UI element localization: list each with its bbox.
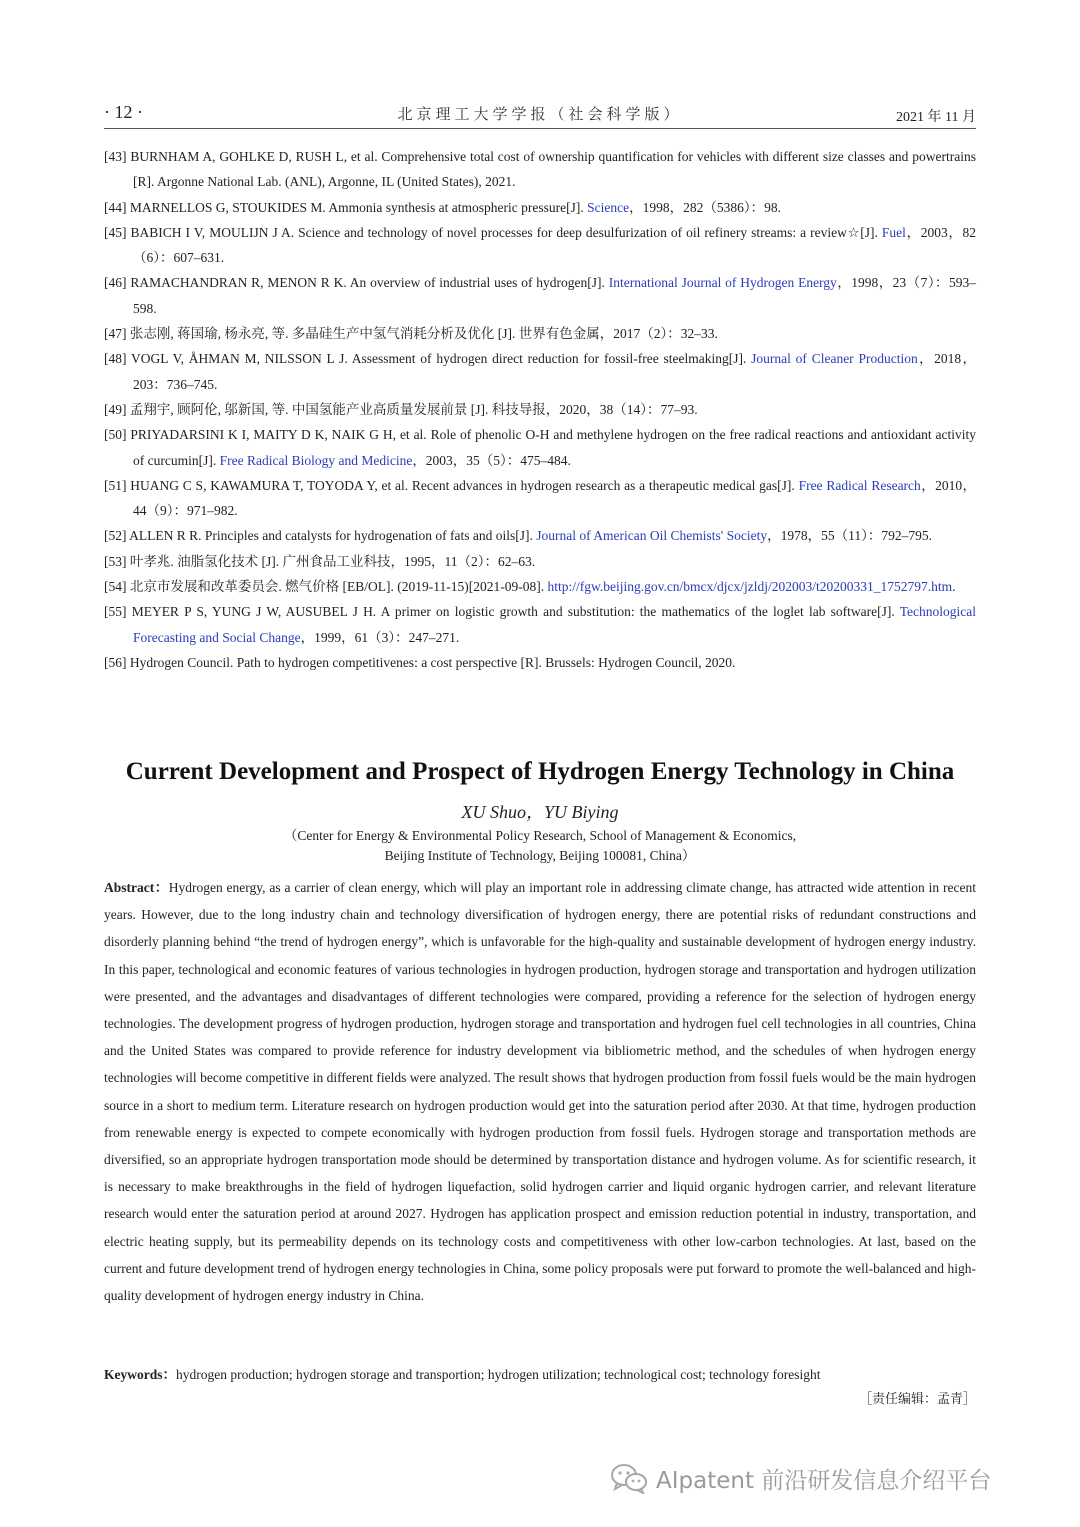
reference-item: [43] BURNHAM A, GOHLKE D, RUSH L, et al. Comprehensive total cost of ownership quantification for vehicles with different size classes and powertrains [R]. Argonne National Lab. (ANL), Argonne, IL (United States), 2021. [104, 149, 976, 190]
journal-link[interactable]: Free Radical Biology and Medicine [219, 452, 413, 468]
reference-item: [53] 叶孝兆. 油脂氢化技术 [J]. 广州食品工业科技，1995，11（2）：62–63. [104, 553, 536, 569]
journal-link[interactable]: Fuel [881, 224, 906, 240]
paper-authors: XU Shuo，YU Biying [461, 802, 619, 822]
page-header [104, 100, 976, 129]
journal-link[interactable]: Journal of American Oil Chemists' Society [536, 528, 768, 544]
journal-link[interactable]: Technological Forecasting and Social Change [133, 604, 976, 645]
keywords-label: Keywords： [104, 1367, 176, 1382]
keywords [104, 1362, 976, 1387]
reference-item: [44] MARNELLOS G, STOUKIDES M. Ammonia synthesis at atmospheric pressure[J]. Science，1998，282（5386）：98. [104, 199, 781, 215]
wechat-icon [610, 1462, 648, 1494]
reference-item: [56] Hydrogen Council. Path to hydrogen competitivenes: a cost perspective [R]. Brussels: Hydrogen Council, 2020. [104, 654, 736, 670]
reference-item: [45] BABICH I V, MOULIJN J A. Science and technology of novel processes for deep desulfurization of oil refinery streams: a review☆[J]. Fuel，2003，82（6）：607–631. [104, 224, 976, 266]
affiliation-line: （Center for Energy & Environmental Policy Research, School of Management & Economics, [283, 828, 797, 843]
paper-title: Current Development and Prospect of Hydrogen Energy Technology in China [125, 758, 955, 785]
reference-item: [50] PRIYADARSINI K I, MAITY D K, NAIK G H, et al. Role of phenolic O-H and methylene hydrogen on the free radical reactions and antioxidant activity of curcumin[J]. Free Radical Biology and Medicine，2003，35（5）：475–484. [104, 427, 976, 468]
reference-item: [46] RAMACHANDRAN R, MENON R K. An overview of industrial uses of hydrogen[J]. International Journal of Hydrogen Energy，1998，23（7）：593–598. [104, 275, 976, 316]
reference-item: [51] HUANG C S, KAWAMURA T, TOYODA Y, et al. Recent advances in hydrogen research as a therapeutic medical gas[J]. Free Radical Research，2010，44（9）：971–982. [104, 477, 976, 519]
abstract [104, 874, 976, 1309]
journal-link[interactable]: Journal of Cleaner Production [751, 351, 918, 367]
affiliation [0, 826, 1080, 866]
abstract-text: Hydrogen energy, as a carrier of clean energy, which will play an important role in addressing climate change, has attracted wide attention in recent years. However, due to the long industry chain and technology diversification of hydrogen energy, there are potential risks of redundant constructions and disorderly planning behind “the trend of hydrogen energy”, which is unfavorable for the high-quality and sustainable development of hydrogen energy industry. In this paper, technological and economic features of various technologies in hydrogen production, hydrogen storage and transportation and hydrogen utilization were presented, and the advantages and disadvantages of different technologies were compared, providing a reference for the selection of hydrogen energy technologies. The development progress of hydrogen production, hydrogen storage and transportation and hydrogen fuel cell technologies in all countries, China and the United States was compared to provide reference for industry development via bibliometric method, and the schedules of when hydrogen energy technologies will become competitive in different fields were analyzed. The result shows that hydrogen production from fossil fuels would be the main hydrogen source in a short to medium term. Literature research on hydrogen production would get into the saturation period after 2030. At that time, hydrogen production from renewable energy is expected to compete economically with hydrogen production from fossil fuels. Hydrogen storage and transportation methods are diversified, so an appropriate hydrogen transportation mode should be determined by transportation distance and hydrogen volume. As for scientific research, it is necessary to make breakthroughs in the field of hydrogen liquefaction, solid hydrogen carrier and liquid organic hydrogen carrier, and relevant literature research would enter the saturation period at around 2027. Hydrogen has application prospect and emission reduction potential in industry, transportation, and electric heating supply, but its permeability depends on its technology costs and competitiveness with other low-carbon technologies. At last, based on the current and future development trend of hydrogen energy technologies in China, some policy proposals were put forward to promote the well-balanced and high-quality development of hydrogen energy industry in China. [104, 880, 976, 1304]
journal-link[interactable]: International Journal of Hydrogen Energy [608, 275, 837, 291]
affiliation-line: Beijing Institute of Technology, Beijing 100081, China） [384, 848, 696, 863]
watermark [610, 1460, 991, 1496]
reference-item: [54] 北京市发展和改革委员会. 燃气价格 [EB/OL]. (2019-11-15)[2021-09-08]. http://fgw.beijing.gov.cn/bmcx/djcx/jzldj/202003/t20200331_1752797.htm. [104, 579, 956, 595]
url-link[interactable]: http://fgw.beijing.gov.cn/bmcx/djcx/jzldj/202003/t20200331_1752797.htm [547, 579, 953, 595]
reference-item: [47] 张志刚, 蒋国瑜, 杨永亮, 等. 多晶硅生产中氢气消耗分析及优化 [J]. 世界有色金属，2017（2）：32–33. [104, 326, 718, 342]
journal-link[interactable]: Science [587, 199, 630, 215]
page-number: · 12 · [104, 102, 143, 122]
journal-link[interactable]: Free Radical Research [798, 477, 921, 493]
reference-item: [55] MEYER P S, YUNG J W, AUSUBEL J H. A primer on logistic growth and substitution: the mathematics of the loglet lab software[J]. Technological Forecasting and Social Change，1999，61（3）：247–271. [104, 604, 976, 645]
journal-name: 北京理工大学学报（社会科学版） [397, 107, 683, 123]
reference-item: [49] 孟翔宇, 顾阿伦, 邬新国, 等. 中国氢能产业高质量发展前景 [J]. 科技导报，2020，38（14）：77–93. [104, 401, 698, 417]
keywords-text: hydrogen production; hydrogen storage and transportion; hydrogen utilization; technological cost; technology foresight [176, 1367, 821, 1382]
references-list [104, 144, 976, 675]
abstract-label: Abstract： [104, 880, 169, 895]
issue-date: 2021 年 11 月 [896, 110, 976, 125]
editor-note: ［责任编辑：孟青］ [858, 1392, 976, 1407]
reference-item: [52] ALLEN R R. Principles and catalysts for hydrogenation of fats and oils[J]. Journal of American Oil Chemists' Society，1978，55（11）：792–795. [104, 528, 932, 544]
reference-item: [48] VOGL V, ÅHMAN M, NILSSON L J. Assessment of hydrogen direct reduction for fossil-free steelmaking[J]. Journal of Cleaner Production，2018，203：736–745. [104, 351, 976, 392]
watermark-text: AIpatent 前沿研发信息介绍平台 [656, 1467, 992, 1494]
